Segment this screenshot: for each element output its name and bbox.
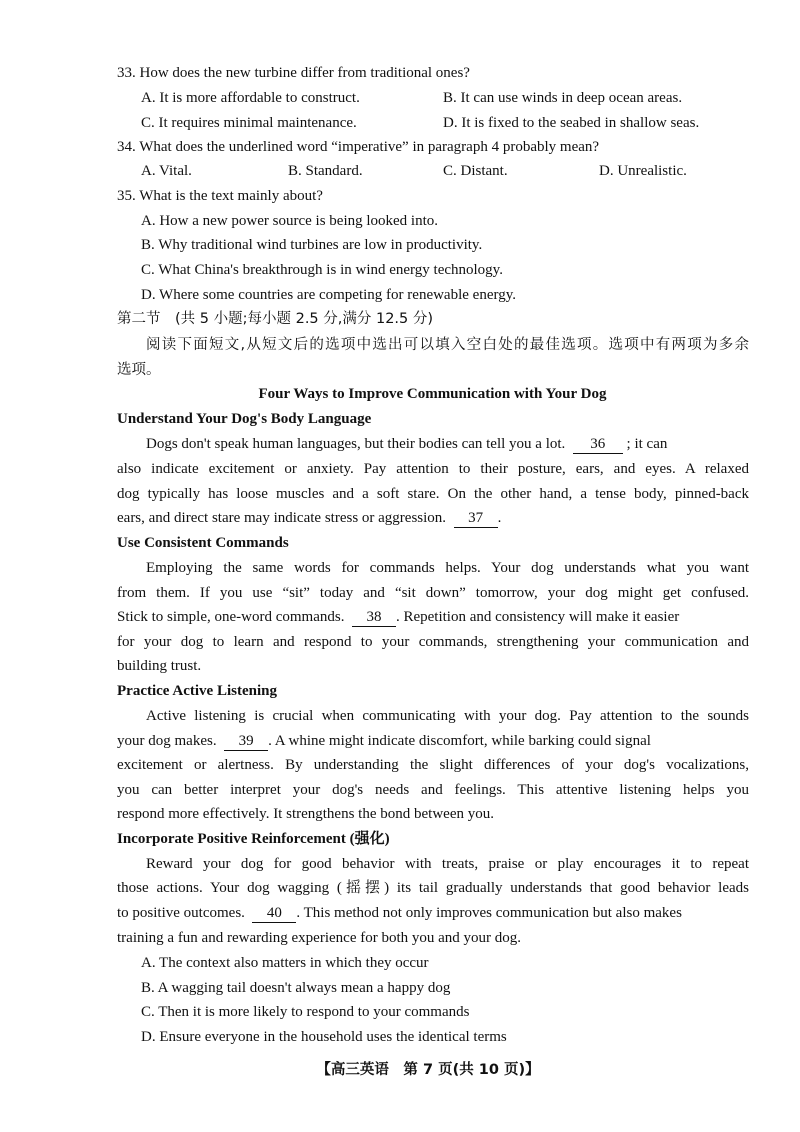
choice-a: A. The context also matters in which they occur (141, 955, 429, 971)
paragraph-line: those actions. Your dog wagging (摇摆) its tail gradually understands that good behavior leads (117, 880, 749, 896)
option-33-b: B. It can use winds in deep ocean areas. (443, 90, 683, 106)
heading-positive-reinforcement: Incorporate Positive Reinforcement (强化) (117, 831, 390, 847)
option-33-c: C. It requires minimal maintenance. (141, 115, 357, 131)
heading-active-listening: Practice Active Listening (117, 683, 277, 699)
passage-title: Four Ways to Improve Communication with Your Dog (258, 386, 607, 402)
option-35-c: C. What China's breakthrough is in wind energy technology. (141, 262, 503, 278)
question-33-stem: 33. How does the new turbine differ from traditional ones? (117, 65, 470, 81)
paragraph-line: for your dog to learn and respond to your commands, strengthening your communication and (117, 634, 749, 650)
blank-38[interactable]: 38 (352, 609, 396, 627)
page-footer: 【高三英语 第 7 页(共 10 页)】 (316, 1062, 540, 1078)
question-34-stem: 34. What does the underlined word “imperative” in paragraph 4 probably mean? (117, 139, 600, 155)
blank-40[interactable]: 40 (252, 905, 296, 923)
section-header: 第二节 (共 5 小题;每小题 2.5 分,满分 12.5 分) (117, 311, 434, 327)
question-35-stem: 35. What is the text mainly about? (117, 188, 323, 204)
section-instruction: 阅读下面短文,从短文后的选项中选出可以填入空白处的最佳选项。选项中有两项为多余 (146, 337, 749, 353)
paragraph-line: Active listening is crucial when communicating with your dog. Pay attention to the sounds (146, 708, 749, 724)
heading-consistent-commands: Use Consistent Commands (117, 535, 289, 551)
paragraph-line: excitement or alertness. By understanding the slight differences of your dog's vocalizations, (117, 757, 749, 773)
paragraph-line: to positive outcomes. 40 . This method not only improves communication but also makes (117, 905, 682, 921)
option-35-a: A. How a new power source is being looked into. (141, 213, 439, 229)
paragraph-line: ears, and direct stare may indicate stress or aggression. 37 . (117, 510, 502, 526)
option-34-b: B. Standard. (288, 163, 363, 179)
option-34-a: A. Vital. (141, 163, 192, 179)
paragraph-line: training a fun and rewarding experience for both you and your dog. (117, 930, 522, 946)
option-33-a: A. It is more affordable to construct. (141, 90, 360, 106)
blank-37[interactable]: 37 (454, 510, 498, 528)
option-34-d: D. Unrealistic. (599, 163, 687, 179)
blank-39[interactable]: 39 (224, 733, 268, 751)
choice-b: B. A wagging tail doesn't always mean a happy dog (141, 980, 451, 996)
choice-c: C. Then it is more likely to respond to your commands (141, 1004, 470, 1020)
section-instruction-cont: 选项。 (117, 362, 161, 378)
paragraph-line: from them. If you use “sit” today and “sit down” tomorrow, your dog might get confused. (117, 585, 749, 601)
option-35-d: D. Where some countries are competing for renewable energy. (141, 287, 516, 303)
paragraph-line: respond more effectively. It strengthens the bond between you. (117, 806, 494, 822)
paragraph-line: Reward your dog for good behavior with treats, praise or play encourages it to repeat (146, 856, 749, 872)
option-34-c: C. Distant. (443, 163, 508, 179)
paragraph-line: Dogs don't speak human languages, but their bodies can tell you a lot. 36 ; it can (146, 436, 668, 452)
paragraph-line: building trust. (117, 658, 202, 674)
paragraph-line: Employing the same words for commands helps. Your dog understands what you want (146, 560, 749, 576)
paragraph-line: also indicate excitement or anxiety. Pay attention to their posture, ears, and eyes. A relaxed (117, 461, 749, 477)
paragraph-line: Stick to simple, one-word commands. 38 . Repetition and consistency will make it easier (117, 609, 680, 625)
paragraph-line: you can better interpret your dog's needs and feelings. This attentive listening helps you (117, 782, 749, 798)
paragraph-line: your dog makes. 39 . A whine might indicate discomfort, while barking could signal (117, 733, 651, 749)
heading-body-language: Understand Your Dog's Body Language (117, 411, 372, 427)
choice-d: D. Ensure everyone in the household uses the identical terms (141, 1029, 507, 1045)
option-35-b: B. Why traditional wind turbines are low in productivity. (141, 237, 483, 253)
blank-36[interactable]: 36 (573, 436, 623, 454)
option-33-d: D. It is fixed to the seabed in shallow seas. (443, 115, 700, 131)
paragraph-line: dog typically has loose muscles and a soft stare. On the other hand, a tense body, pinned-back (117, 486, 749, 502)
